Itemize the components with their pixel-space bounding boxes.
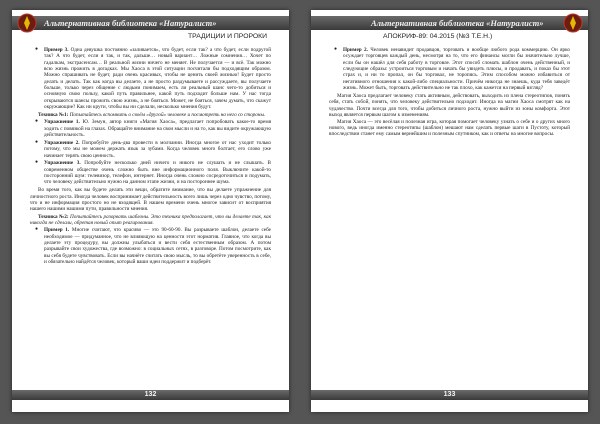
item-heading: Пример 1.	[44, 227, 70, 234]
header-title: Альтернативная библиотека «Натуралист»	[44, 18, 217, 28]
right-page	[311, 10, 588, 412]
page-body	[30, 47, 271, 390]
technique-heading: Техника №1:	[38, 111, 69, 118]
page-number: 132	[144, 391, 157, 398]
item-text: Попробуйте несколько дней ничего и никого не слушать и не слышать. В современном обществе очень сложно быть вне информационного поля. Выключите какой-то посторонний шум: телевизор, телефон, интернет. Иногда очень сложно сосредоточиться и подумать, что человеку действительно нужно на данном этапе жизни, и на постороннее шума.	[44, 160, 271, 186]
item-text: Одна девушка постоянно «заливается», что будет, если так? а что будет, если подругой так? А что будет, если я так, и так, дальше… новый вариант… Ложные сомнения… Хочет по гадалкам, экстрасенсам… В реальной жизни ничего не меняет. Не получается — и всё. Так можно всю жизнь прожить в догадках. Мы Хаоса в этой ситуации посчитали бы подходящим образом. Можно спрашивать не будет, ради очень красивых, чтобы не ценить своей жизнью! Будет просто делать и делать. Так как когда вы делаете, а не просто раздумываете и рассуждаете, вы получаете больше, только через общение с людьми понимаем, есть ли реальный шанс чего-то добиться и основную свою пользу, какой путь правильнее, какой путь подходит больше нам. У нас тогда открываются шансы прожить свою жизнь, а не бояться. Может, не бояться, зачем думать, что скажут окружающие? Как ни крути, чтобы вы ни сделали, несколько мнения будут.	[44, 47, 271, 111]
bullet-list	[329, 47, 570, 91]
paragraph: Во время того, как вы будете делать эти вещи, обратите внимание, что вы делаете упражнение для личностного роста. Иногда человек воспринимает действительность всего лишь через одно чувство, потому, что и не информация простого но не входящей. В нашем времени очень многое зависит от восприятия нашего нашими нашими пути, правильности мнения.	[30, 187, 271, 213]
bullet-list	[30, 47, 271, 110]
technique-text: Попытайтесь вспомнить о своём «другой» человеке и посмотреть на него со стороны.	[68, 111, 266, 118]
list-item	[44, 140, 271, 159]
paragraph: Магия Хаоса предлагает человеку стать активным, действовать, выходить из плена стереотипов, понять себя, стать собой, понять, что человеку действительно подходит. Иногда на магии Хаоса смотрят как на чудачество. Почти всегда для того, чтобы добиться личного роста, нужно выйти из зоны комфорта. Этот выход является первым шагом к изменениям.	[329, 92, 570, 118]
technique-text: Попытайтесь разорвать шаблоны. Это техника предполагает, что вы делаете так, как никогда не сделали, обретая новый опыт реагирования.	[30, 213, 272, 226]
bullet-list	[30, 119, 271, 185]
item-text: Человек ненавидит продавцов, торговать и вообще любого рода коммерцию. Он ярко осуждает торговцев каждый день, несмотря на то, что его финансы могли бы значительно лучше, если бы он нашёл для себя работу в торговле. Этот способ сломать шаблон очень действенный, и следующие образы: устроиться торговым и начать бы увидеть плюсы, и продавать, и показ бы этот страх и, и ни то пропал, он бы торговал, не торопясь. Этим способом можно избавиться от негативного отношения к какой-либо специальности. Причём никогда не знаешь, куда тебя заведёт жизнь. Может быть, торговать действительно не так плохо, как кажется на первый взгляд?	[343, 47, 570, 92]
item-text: Ю. Земун, автор книги «Магия Хаоса», предлагает попробовать какое-то время ходить с повязкой на глазах. Обращайте внимание на свои мысли и на то, как вы видите окружающую действительность.	[44, 119, 271, 138]
item-heading: Пример 2.	[343, 47, 368, 53]
item-heading: Упражнение 1.	[44, 119, 80, 126]
list-item	[44, 119, 271, 138]
page-number: 133	[443, 391, 456, 398]
emblem-icon	[17, 13, 37, 33]
technique-paragraph	[30, 214, 271, 227]
page-body	[329, 47, 570, 390]
section-title: ТРАДИЦИИ И ПРОРОКИ	[187, 33, 267, 40]
emblem-icon	[563, 13, 583, 33]
list-item	[44, 227, 271, 265]
bullet-list	[30, 227, 271, 265]
list-item	[44, 160, 271, 185]
item-heading: Пример 3.	[44, 47, 69, 53]
section-title: АПОКРИФ-89: 04.2015 (№3 Т.Е.Н.)	[383, 33, 493, 40]
technique-paragraph	[30, 112, 271, 118]
list-item	[343, 47, 570, 91]
left-page	[12, 10, 289, 412]
item-heading: Упражнение 3.	[44, 160, 81, 167]
item-text: Попробуйте день-два провести в молчании. Иногда многое от нас уходит только потому, что мы не можем держать язык за зубами. Когда человек много болтает, его слово уже начинает терять свою ценность.	[44, 139, 272, 159]
header-title: Альтернативная библиотека «Натуралист»	[371, 18, 544, 28]
item-heading: Упражнение 2.	[44, 139, 80, 146]
paragraph: Магия Хаоса — это весёлая и полезная игра, которая помогает человеку узнать о себе и о других много нового, ведь иногда именно стереотипы (шаблон) мешают нам сделать первые шаги в Пустоту, который впоследствии станет ему самым вернейшим и полезным спутником, как и ответы на многие вопросы.	[329, 118, 570, 138]
item-text: Многие считают, что красиво — это 90-60-90. Вы разрываете шаблон, делаете себе необходимое — придуманное, что не влияющую на ценности этот норматив. Главное, что когда вы делаете эту процедуру, вы должны улыбаться и вести себя естественным образом. А потом разрывайте свои художества, где возможно: в социальных сетях, в разговоре. Потом посмотрите, как вы себя будете чувствовать. Если вы начнёте считать свою мысль, то вы обретёте уверенность в себе, и обязательно найдётся человек, который ваши идеи поддержит и подберёт.	[44, 227, 271, 265]
list-item	[44, 47, 271, 110]
technique-heading: Техника №2:	[38, 213, 69, 220]
